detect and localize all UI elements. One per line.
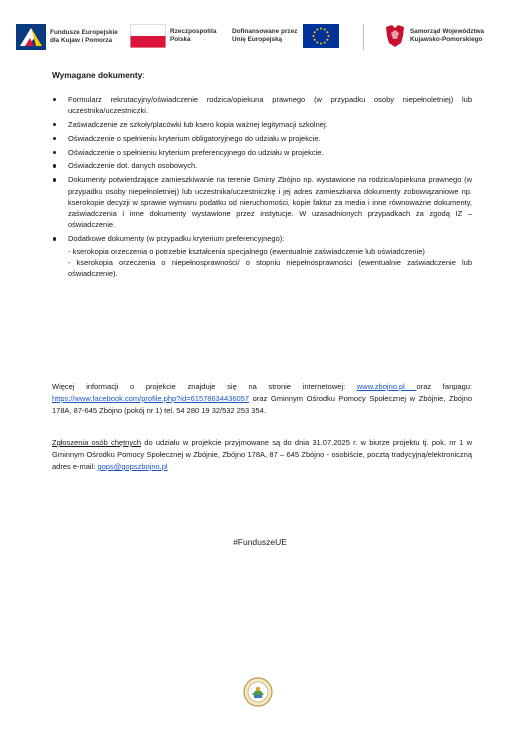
facebook-link[interactable]: https://www.facebook.com/profile.php?id=61578634436057 (52, 394, 250, 403)
sub-item: - kserokopia orzeczenia o potrzebie kształcenia specjalnego (ewentualnie zaświadczenie lub oświadczenie) (68, 246, 425, 256)
info-paragraph (52, 381, 472, 417)
gops-seal-icon (243, 677, 273, 707)
info-text: oraz Gminnym Ośrodku Pomocy Społecznej w Zbójnie, Zbójno 178A, 87-645 Zbójno (pokój nr 1) tel. 54 280 19 32/532 253 354. (52, 394, 472, 415)
eu-flag-icon (303, 24, 339, 48)
fe-name-line2: dla Kujaw i Pomorza (50, 37, 113, 44)
samorzad-wojewodztwa-logo (384, 24, 484, 48)
logo-separator (363, 24, 364, 50)
fundusze-europejskie-logo (16, 24, 118, 50)
ue-funding-logo (232, 24, 339, 48)
registration-lead: Zgłoszenia osób chętnych (52, 438, 142, 447)
document-item: Oświadczenie dot. danych osobowych. (52, 160, 472, 171)
rp-name-line2: Polska (170, 36, 191, 43)
info-text: oraz fanpagu: (416, 382, 473, 391)
website-link[interactable]: www.zbojno.pl (356, 382, 417, 391)
email-link[interactable]: gops@gopszbojno.pl (97, 462, 168, 471)
info-text: Więcej informacji o projekcie znajduje się na stronie internetowej: (52, 382, 357, 391)
additional-docs-label: Dodatkowe dokumenty (w przypadku kryterium preferencyjnego): (68, 234, 285, 244)
required-documents-list (52, 94, 472, 282)
sub-item: - kserokopia orzeczenia o niepełnosprawności/ o stopniu niepełnosprawności (ewentualnie zaświadczenie lub oświadczenie). (68, 257, 472, 279)
document-item: Formularz rekrutacyjny/oświadczenie rodzica/opiekuna prawnego (w przypadku osoby niepełnoletniej) lub uczestnika/uczestniczki. (52, 94, 472, 117)
additional-docs-sublist (68, 246, 472, 280)
ue-name-line2: Unię Europejską (232, 36, 283, 43)
kujawsko-pomorskie-crest-icon (384, 24, 406, 48)
required-documents-heading: Wymagane dokumenty: (52, 70, 145, 80)
logo-bar (0, 0, 520, 62)
registration-paragraph (52, 437, 472, 473)
document-item: Oświadczenie o spełnieniu kryterium obligatoryjnego do udziału w projekcie. (52, 133, 472, 144)
polish-flag-icon (130, 24, 166, 48)
registration-text: do udziału w projekcie przyjmowane są do dnia 31.07.2025 r. w biurze projektu tj. pok. nr 1 w Gminnym Ośrodku Pomocy Społecznej w Zbójnie, Zbójno 178A, 87 – 645 Zbójno - osobiście, pocztą tradycyjną/elektroniczną adres e-mail: (52, 438, 472, 471)
hashtag: #FunduszeUE (233, 537, 287, 547)
sw-name-line1: Samorząd Województwa (410, 28, 485, 35)
fe-name-line1: Fundusze Europejskie (50, 29, 118, 36)
sw-name-line2: Kujawsko-Pomorskiego (410, 36, 483, 43)
rzeczpospolita-logo (130, 24, 217, 48)
ue-name-line1: Dofinansowane przez (232, 28, 298, 35)
document-item: Oświadczenie o spełnieniu kryterium preferencyjnego do udziału w projekcie. (52, 147, 472, 158)
document-item-additional (52, 233, 472, 279)
fe-emblem-icon (16, 24, 46, 50)
document-item: Zaświadczenie ze szkoły/placówki lub ksero kopia ważnej legitymacji szkolnej. (52, 119, 472, 130)
rp-name-line1: Rzeczpospolita (170, 28, 217, 35)
document-item: Dokumenty potwierdzające zamieszkiwanie na terenie Gminy Zbójno np. wystawione na rodzica/opiekuna prawnego (w przypadku osoby niepełnoletniej) lub uczestnika/uczestniczkę i jej adres zamieszkania dokumenty zobowiązaniowe np. kserokopie decyzji w sprawie wymiaru podatku od nieruchomości, kopie faktur za media i inne równoważne dokumenty, zaświadczenia i inne dokumenty wystawione przez instytucje. W uzasadnionych przypadkach za zgodą IZ – oświadczenie. (52, 174, 472, 230)
